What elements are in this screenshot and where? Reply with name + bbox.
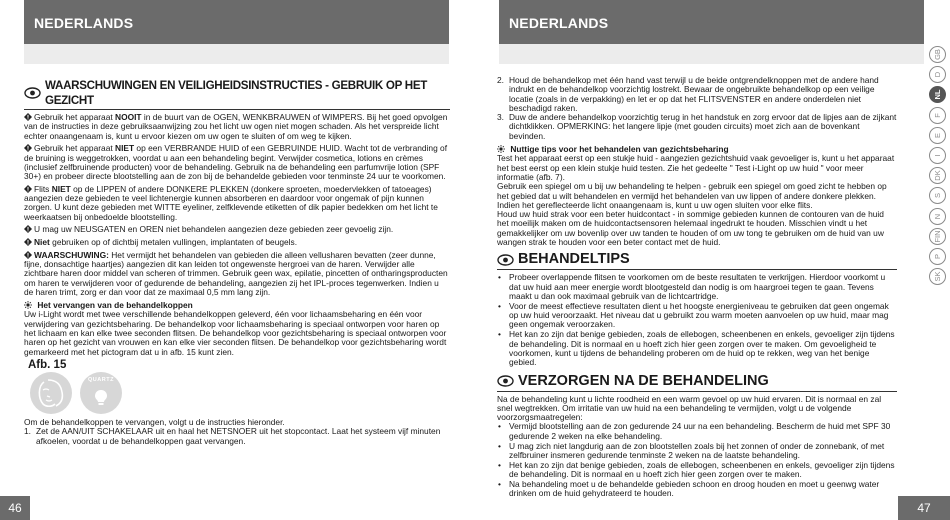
face-tip-paragraph: Gebruik een spiegel om u bij uw behandeling te helpen - gebruik een spiegel om goed zicht te hebben op het gebied dat u wilt behandelen en vermijd het behandelen van uw lippen of andere donkere plekken. Indien het gereflecteerde licht onaangenaam is, kunt u uw ogen sluiten voor elke flits. — [497, 181, 887, 210]
bullet-item: • Na behandeling moet u de behandelde gebieden schoon en droog houden en moet u geenwg water drinken om de huid gehydrateerd te houden. — [497, 480, 897, 499]
warning-text: in de buurt van de OGEN, WENKBRAUWEN of WIMPERS. Bij het goed opvolgen van de instructies in deze gebruiksaanwijzing zou het licht uw ogen niet mogen schaden. Als het verspreide licht echter onaangenaam is, kunt u ervoor kiezen om uw ogen te sluiten of om weg te kijken. — [24, 112, 448, 141]
warning-item — [24, 185, 450, 222]
step-item — [24, 427, 450, 446]
eye-icon — [24, 87, 41, 99]
right-content — [497, 76, 897, 499]
face-tip-heading: Nuttige tips voor het behandelen van gezichtsbeharing — [497, 145, 897, 154]
right-header-title: NEDERLANDS — [509, 15, 609, 31]
eye-icon — [497, 375, 514, 387]
warning-item — [24, 225, 450, 234]
tip-heading: Het vervangen van de behandelkoppen — [24, 301, 450, 310]
bullet-item: • U mag zich niet langdurig aan de zon blootstellen zoals bij het zonnen of onder de zonnebank, of met zelfbruiner insmeren gedurende tenminste 2 weken na de laatste behandeling. — [497, 442, 897, 461]
bullet-item: • Het kan zo zijn dat benige gebieden, zoals de ellebogen, scheenbenen en enkels, gevoeliger zijn tijdens de behandeling. Dit is normaal en u hoeft zich hier geen zorgen over te maken. — [497, 461, 897, 480]
language-tab-p[interactable]: P — [929, 248, 946, 265]
figure-15 — [30, 372, 450, 414]
warnings-list — [24, 113, 450, 297]
language-tab-dk[interactable]: DK — [929, 167, 946, 184]
bullet-item: • Het kan zo zijn dat benige gebieden, zoals de ellebogen, scheenbenen en enkels, gevoeliger zijn tijdens de behandeling. Dit is normaal en u hoeft zich hier geen zorgen over te maken. Om gevoeligheid te voorkomen, kunt u tijdens de behandeling proberen om de huid op te rekken, weg van het benige gebied. — [497, 330, 897, 367]
bullet-item: • Probeer overlappende flitsen te voorkomen om de beste resultaten te verkrijgen. Hierdoor voorkomt u dat uw huid aan meer energie wordt blootgesteld dan nodig is om haargroei tegen te gaan. Tevens maakt u dan ook maximaal gebruik van de lichtcartridge. — [497, 273, 897, 301]
language-tab-fin[interactable]: FIN — [929, 228, 946, 245]
right-page — [475, 0, 950, 520]
face-tips — [497, 154, 897, 247]
step-text: Duw de andere behandelkop voorzichtig terug in het handstuk en zorg ervoor dat de lipjes aan de zijkant dichtklikken. OPMERKING: het langere lipje (met gouden circuits) moet zich aan de bovenkant bevinden. — [509, 112, 897, 141]
right-header-stripe — [499, 44, 924, 64]
language-tab-i[interactable]: I — [929, 147, 946, 164]
face-icon — [34, 376, 68, 410]
sun-icon — [24, 301, 32, 309]
language-tab-n[interactable]: N — [929, 208, 946, 225]
left-page-number: 46 — [0, 496, 30, 520]
eye-icon — [497, 254, 514, 266]
step-text: Zet de AAN/UIT SCHAKELAAR uit en haal het NETSNOER uit het stopcontact. Laat het systeem vijf minuten afkoelen, voordat u de behandelkoppen gaat vervangen. — [36, 426, 441, 446]
warning-emphasis: NIET — [51, 183, 71, 194]
warning-item — [24, 113, 450, 141]
warning-text: op de LIPPEN of andere DONKERE PLEKKEN (donkere sproeten, moedervlekken of tatoeages) aangezien deze gebieden te veel lichtenergie kunnen absorberen en daardoor voor ongemak of pijn kunnen zorgen. U kunt deze gebieden met WITTE eyeliner, zelfklevende etiketten of dik papier bedekken om het licht te weerkaatsen bij onbedoelde blootstelling. — [24, 183, 438, 222]
warning-icon — [24, 224, 34, 234]
step-number: 2. — [497, 75, 504, 85]
language-tabs — [927, 46, 947, 288]
lightbulb-icon — [91, 387, 111, 407]
face-illustration — [30, 372, 72, 414]
step-item — [497, 113, 897, 141]
quartz-badge: QUARTZ — [80, 372, 122, 414]
warning-emphasis: Niet — [34, 237, 50, 248]
left-header-title: NEDERLANDS — [34, 15, 134, 31]
tips-section-title: BEHANDELTIPS — [497, 251, 897, 270]
warning-text: gebruiken op of dichtbij metalen vullingen, implantaten of beugels. — [49, 237, 298, 248]
step-text: Houd de behandelkop met één hand vast terwijl u de beide ontgrendelknoppen met de andere hand indrukt en de behandelkop voorzichtig lostrekt. Bewaar de ongebruikte behandelkop op een veilige locatie (zoals in de verpakking) en let er op dat het FLITSVENSTER en andere onderdelen niet beschadigd raken. — [509, 75, 879, 113]
tips-list — [497, 273, 897, 367]
language-tab-gb[interactable]: GB — [929, 46, 946, 63]
language-tab-d[interactable]: D — [929, 66, 946, 83]
warning-emphasis: WAARSCHUWING: — [34, 249, 109, 260]
language-tab-sk[interactable]: SK — [929, 268, 946, 285]
warning-item — [24, 251, 450, 297]
face-tip-paragraph: Test het apparaat eerst op een stukje huid - aangezien gezichtshuid vaak gevoeliger is, kunt u het apparaat het best eerst op een klein stukje huid testen. Zie het gedeelte " Test i-Light op uw huid " voor meer informatie (afb. 7). — [497, 153, 895, 182]
warning-text: Het vermijdt het behandelen van gebieden die alleen vellusharen bevatten (zeer dunne, fijne, donsachtige haartjes) aangezien dit kan leiden tot ongewenste hergroei van de haren. Verwijder alle zichtbare haren door middel van scheren of trimmen. Gebruik geen wax, epilatie, pincetten of ontharingsproducten om haren te verwijderen voor of gedurende de behandeling, aangezien zij het IPL-proces tegenwerken. Indien u de haren trimt, zorg er dan voor dat ze maximaal 0,5 mm lang zijn. — [24, 249, 448, 297]
sun-icon — [497, 145, 505, 153]
right-page-number: 47 — [898, 496, 950, 520]
step-number: 3. — [497, 112, 504, 123]
warning-emphasis: NOOIT — [115, 112, 142, 122]
care-intro: Na de behandeling kunt u lichte roodheid en een warm gevoel op uw huid ervaren. Dit is normaal en zal snel wegtrekken. Om irritatie van uw huid na een behandeling te vermijden, volgt u de volgende voorzorgsmaatregelen: — [497, 393, 882, 423]
face-tip-paragraph: Houd uw huid strak voor een beter huidcontact - in sommige gebieden kunnen de contouren van de huid het moeilijk maken om de huidcontactsensoren helemaal ingedrukt te houden. Misschien vindt u het gemakkelijker om uw bovenlip over uw tanden te houden of om uw tong te gebruiken om de huid van uw wangen strak te houden voor een beter contact met de huid. — [497, 209, 884, 248]
left-header-bar — [24, 0, 449, 44]
warning-text: Gebruik het apparaat — [34, 112, 116, 122]
warning-icon — [24, 237, 34, 247]
bullet-item: • Voor de meest effectieve resultaten dient u het hoogste energieniveau te gebruiken dat geen ongemak op uw huid veroorzaakt. Het niveau dat u gebruikt zou warm moeten aanvoelen op uw huid, maar mag geen ongemak veroorzaken. — [497, 302, 897, 330]
left-content — [24, 78, 450, 446]
warning-emphasis: NIET — [115, 143, 135, 154]
language-tab-nl[interactable]: NL — [929, 86, 946, 103]
left-steps-list — [24, 427, 450, 446]
warning-item — [24, 144, 450, 181]
warning-text: Flits — [34, 183, 52, 194]
warnings-section-title: WAARSCHUWINGEN EN VEILIGHEIDSINSTRUCTIES - GEBRUIK OP HET GEZICHT — [24, 78, 450, 110]
care-section-title: VERZORGEN NA DE BEHANDELING — [497, 373, 897, 392]
bullet-item: • Vermijd blootstelling aan de zon gedurende 24 uur na een behandeling. Bescherm de huid met SPF 30 gedurende 2 weken na elke behandeling. — [497, 422, 897, 441]
replace-intro: Om de behandelkoppen te vervangen, volgt u de instructies hieronder. — [24, 417, 285, 428]
right-steps-list — [497, 76, 897, 141]
warning-item — [24, 238, 450, 247]
step-number: 1. — [24, 426, 31, 437]
right-header-bar — [499, 0, 924, 44]
tip-text: Uw i-Light wordt met twee verschillende behandelkoppen geleverd, één voor lichaamsbeharing en één voor verwijdering van gezichtsbeharing. De behandelkop voor lichaamsbeharing is speciaal ontworpen voor haren op het lichaam en kan elke twee seconden flitsen. De behandelkop voor gezichtsbeharing is speciaal ontworpen voor haren op het gezicht van vrouwen en kan elke vier seconden flitsen. De behandelkop voor gezichtsbeharing wordt gemarkeerd met het pictogram dat u in afb. 15 kunt zien. — [24, 309, 447, 357]
figure-label: Afb. 15 — [28, 358, 67, 371]
step-item — [497, 76, 897, 113]
language-tab-f[interactable]: F — [929, 107, 946, 124]
language-tab-e[interactable]: E — [929, 127, 946, 144]
warning-text: Gebruik het apparaat — [34, 143, 116, 154]
warning-text: U mag uw NEUSGATEN en OREN niet behandelen aangezien deze gebieden zeer gevoelig zijn. — [34, 224, 394, 235]
left-header-stripe — [24, 44, 449, 64]
warning-text: op een VERBRANDE HUID of een GEBRUINDE HUID. Wacht tot de verbranding of de bruining is weggetrokken, voordat u aan een behandeling begint. Verwijder cosmetica, lotions en crèmes (inclusief zelfbruinende producten) voor de behandeling. Gebruik na de behandeling een parfumvrije lotion (SPF 30+) en probeer directe blootstelling aan de zon bij de behandelde gebieden voor tenminste 24 uur te voorkomen. — [24, 143, 448, 182]
language-tab-s[interactable]: S — [929, 187, 946, 204]
care-list — [497, 422, 897, 498]
